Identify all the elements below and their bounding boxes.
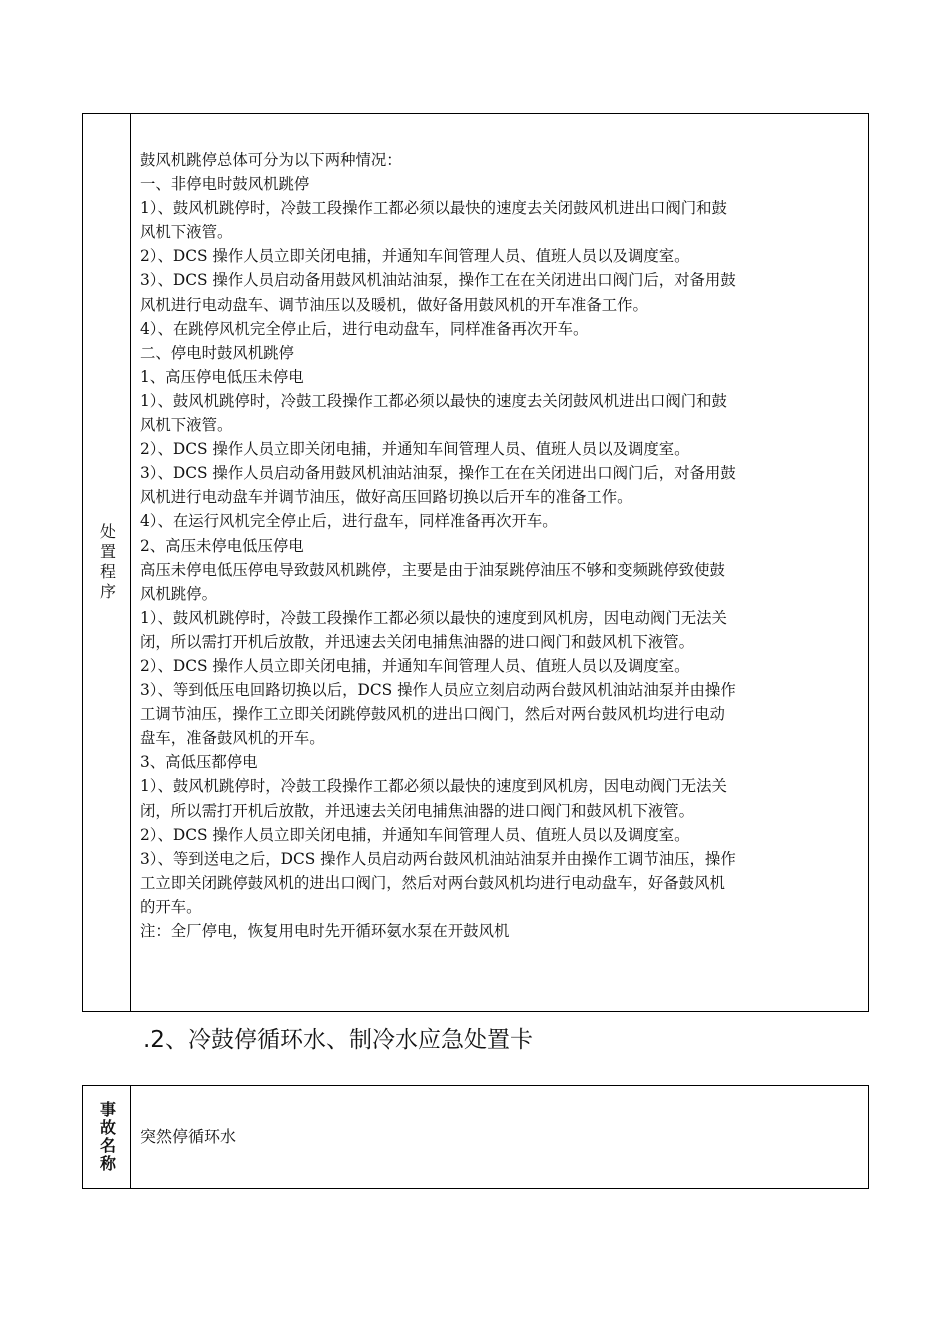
procedure-line: 2、高压未停电低压停电 [140, 536, 304, 555]
procedure-line: 1、高压停电低压未停电 [140, 367, 304, 386]
procedure-line: 2）、DCS 操作人员立即关闭电捕，并通知车间管理人员、值班人员以及调度室。 [140, 825, 690, 844]
procedure-table [82, 113, 869, 1012]
procedure-line: 3）、DCS 操作人员启动备用鼓风机油站油泵，操作工在在关闭进出口阀门后，对备用鼓 [140, 464, 736, 483]
procedure-line: 3、高低压都停电 [140, 753, 258, 772]
procedure-line: 3）、等到送电之后，DCS 操作人员启动两台鼓风机油站油泵并由操作工调节油压，操作 [140, 849, 736, 868]
procedure-line: 的开车。 [140, 897, 202, 916]
procedure-line: 风机进行电动盘车、调节油压以及暖机，做好备用鼓风机的开车准备工作。 [140, 295, 648, 314]
procedure-label: 处置程序 [97, 522, 117, 603]
procedure-line: 风机跳停。 [140, 584, 217, 603]
accident-name-value: 突然停循环水 [140, 1126, 237, 1146]
procedure-line: 3）、DCS 操作人员启动备用鼓风机油站油泵，操作工在在关闭进出口阀门后，对备用鼓 [140, 271, 736, 290]
procedure-label-cell [83, 114, 131, 1011]
procedure-line: 鼓风机跳停总体可分为以下两种情况： [140, 151, 402, 169]
procedure-line: 一、非停电时鼓风机跳停 [140, 175, 310, 194]
procedure-line: 4）、在跳停风机完全停止后，进行电动盘车，同样准备再次开车。 [140, 319, 589, 338]
procedure-content [131, 114, 868, 1011]
procedure-line: 1）、鼓风机跳停时，冷鼓工段操作工都必须以最快的速度去关闭鼓风机进出口阀门和鼓 [140, 391, 727, 410]
accident-value-cell [131, 1086, 868, 1188]
procedure-line: 2）、DCS 操作人员立即关闭电捕，并通知车间管理人员、值班人员以及调度室。 [140, 247, 690, 266]
procedure-line: 2）、DCS 操作人员立即关闭电捕，并通知车间管理人员、值班人员以及调度室。 [140, 656, 690, 675]
procedure-line: 盘车，准备鼓风机的开车。 [140, 729, 325, 748]
accident-name-label: 事故名称 [97, 1101, 117, 1173]
procedure-line: 4）、在运行风机完全停止后，进行盘车，同样准备再次开车。 [140, 512, 558, 531]
accident-label-cell [83, 1086, 131, 1188]
section-heading: .2、冷鼓停循环水、制冷水应急处置卡 [143, 1027, 533, 1053]
procedure-line: 闭，所以需打开机后放散，并迅速去关闭电捕焦油器的进口阀门和鼓风机下液管。 [140, 632, 695, 651]
procedure-line: 工立即关闭跳停鼓风机的进出口阀门，然后对两台鼓风机均进行电动盘车，好备鼓风机 [140, 873, 725, 892]
procedure-line: 注：全厂停电，恢复用电时先开循环氨水泵在开鼓风机 [140, 922, 510, 940]
procedure-line: 闭，所以需打开机后放散，并迅速去关闭电捕焦油器的进口阀门和鼓风机下液管。 [140, 801, 695, 820]
procedure-line: 风机下液管。 [140, 223, 233, 242]
procedure-line: 工调节油压，操作工立即关闭跳停鼓风机的进出口阀门，然后对两台鼓风机均进行电动 [140, 705, 725, 724]
accident-table [82, 1085, 869, 1189]
procedure-line: 3）、等到低压电回路切换以后，DCS 操作人员应立刻启动两台鼓风机油站油泵并由操作 [140, 681, 736, 700]
procedure-line: 高压未停电低压停电导致鼓风机跳停，主要是由于油泵跳停油压不够和变频跳停致使鼓 [140, 560, 725, 579]
procedure-line: 1）、鼓风机跳停时，冷鼓工段操作工都必须以最快的速度去关闭鼓风机进出口阀门和鼓 [140, 199, 727, 218]
procedure-line: 1）、鼓风机跳停时，冷鼓工段操作工都必须以最快的速度到风机房，因电动阀门无法关 [140, 608, 727, 627]
procedure-line: 二、停电时鼓风机跳停 [140, 343, 294, 362]
procedure-line: 2）、DCS 操作人员立即关闭电捕，并通知车间管理人员、值班人员以及调度室。 [140, 440, 690, 459]
procedure-line: 风机下液管。 [140, 416, 233, 435]
procedure-line: 1）、鼓风机跳停时，冷鼓工段操作工都必须以最快的速度到风机房，因电动阀门无法关 [140, 777, 727, 796]
procedure-line: 风机进行电动盘车并调节油压，做好高压回路切换以后开车的准备工作。 [140, 488, 633, 507]
